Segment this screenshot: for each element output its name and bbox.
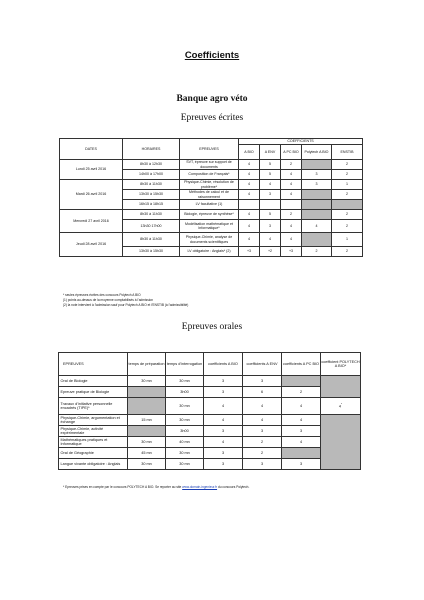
prep-cell: 15 mn	[128, 415, 166, 426]
header-epreuves: EPREUVES	[180, 139, 239, 160]
written-exams-table	[59, 138, 363, 257]
coef-cell-empty	[321, 376, 361, 398]
footnote-marker: *	[341, 402, 343, 406]
coef-cell: +3	[281, 247, 302, 257]
coef-cell: 3	[204, 459, 243, 470]
interro-cell: 30 mn	[166, 459, 204, 470]
prep-cell: 30 mn	[128, 376, 166, 387]
date-cell: Jeudi 28 avril 2016	[60, 233, 123, 257]
coef-cell: 4	[282, 437, 321, 448]
header-epreuves: EPREUVES	[59, 353, 128, 376]
coef-cell: 4	[239, 170, 260, 180]
interro-cell: 3h00	[166, 426, 204, 437]
horaire-cell: 8h30 à 11h30	[123, 233, 180, 247]
header-dates: DATES	[60, 139, 123, 160]
table-row	[59, 426, 361, 437]
oral-exams-table	[58, 352, 361, 470]
coef-cell: 3	[204, 387, 243, 398]
epreuve-cell: Physique-Chimie, activité expérimentale	[59, 426, 128, 437]
coef-cell: 4	[239, 210, 260, 220]
date-cell: Mercredi 27 avril 2016	[60, 210, 123, 233]
coef-cell-empty	[321, 415, 361, 470]
header-horaires: HORAIRES	[123, 139, 180, 160]
header-polytech: Polytech A BIO	[302, 145, 332, 160]
coef-cell-empty	[302, 210, 332, 220]
table-row	[59, 437, 361, 448]
coef-cell-empty	[282, 376, 321, 387]
coef-cell: 4	[243, 398, 282, 415]
table-row	[60, 180, 363, 190]
coef-cell: 3	[282, 426, 321, 437]
header-enstib: ENSTIB	[332, 145, 363, 160]
coef-cell	[281, 200, 302, 210]
epreuve-cell: SVT, épreuve sur support de documents	[180, 160, 239, 170]
coef-cell: 4	[282, 398, 321, 415]
epreuve-cell: Physique-Chimie, résolution de problème*	[180, 180, 239, 190]
coef-cell: 2	[332, 210, 363, 220]
table-row	[59, 459, 361, 470]
header-a-env: A ENV	[260, 145, 281, 160]
coef-cell: 1	[332, 180, 363, 190]
coef-cell-empty	[302, 233, 332, 247]
interro-cell: 30 mn	[166, 398, 204, 415]
coef-cell: 4	[239, 220, 260, 233]
prep-cell: 45 mn	[128, 448, 166, 459]
prep-cell-empty	[128, 398, 166, 415]
epreuve-cell: LV facultative (1)	[180, 200, 239, 210]
horaire-cell: 14h00 à 17h00	[123, 170, 180, 180]
footnote-link[interactable]: www.domain-ingenieur.fr	[182, 485, 218, 489]
coef-cell-empty	[332, 200, 363, 210]
footnote-text: * Epreuves prises en compte par le concours POLYTECH A BIO. Se reporter au site	[63, 485, 183, 489]
interro-cell: 30 mn	[166, 376, 204, 387]
header-a-bio: coefficients A BIO	[204, 353, 243, 376]
table-row	[60, 160, 363, 170]
coef-cell: 1	[332, 233, 363, 247]
coef-cell: 2	[332, 160, 363, 170]
header-interro: temps d'interrogation	[166, 353, 204, 376]
header-polytech: coefficient POLYTECH A BIO*	[321, 353, 361, 376]
coef-cell: 2	[281, 210, 302, 220]
epreuve-cell: LV obligatoire : Anglais* (2)	[180, 247, 239, 257]
coef-cell: 3	[243, 459, 282, 470]
coef-cell-empty	[302, 190, 332, 200]
coef-cell: 4	[204, 415, 243, 426]
coef-cell: 4	[281, 180, 302, 190]
page-title: Coefficients	[184, 50, 240, 61]
header-a-env: coefficients A ENV	[243, 353, 282, 376]
prep-cell: 30 mn	[128, 459, 166, 470]
coef-cell: 4	[239, 190, 260, 200]
table-row	[59, 376, 361, 387]
coef-cell: 4	[281, 190, 302, 200]
coef-cell-empty	[302, 160, 332, 170]
coef-cell	[260, 200, 281, 210]
coef-cell: 3	[243, 376, 282, 387]
epreuve-cell: Physique-Chimie, argumentation et échange	[59, 415, 128, 426]
coef-cell: 5	[260, 210, 281, 220]
coef-cell: 4	[243, 415, 282, 426]
coef-cell: 3	[260, 220, 281, 233]
coef-cell: +2	[260, 247, 281, 257]
table-row	[59, 415, 361, 426]
coef-cell: 4	[239, 233, 260, 247]
horaire-cell: 13h30 17h00	[123, 220, 180, 233]
coef-cell: 4	[239, 160, 260, 170]
horaire-cell: 13h30 à 15h30	[123, 190, 180, 200]
coef-cell: 3	[302, 180, 332, 190]
horaire-cell: 8h30 à 11h30	[123, 210, 180, 220]
coef-cell: 3	[243, 426, 282, 437]
header-coefficients: COEFFICIENTS	[239, 139, 363, 145]
prep-cell-empty	[128, 426, 166, 437]
section-title-ecrites: Epreuves écrites	[180, 113, 244, 123]
date-cell: Lundi 25 avril 2016	[60, 160, 123, 180]
coef-cell: 4	[302, 220, 332, 233]
coef-cell: 2	[302, 247, 332, 257]
coef-cell	[239, 200, 260, 210]
coef-cell: 2	[332, 170, 363, 180]
epreuve-cell: Modélisation mathématique et Informatique*	[180, 220, 239, 233]
written-exams-notes	[63, 293, 363, 307]
epreuve-cell: Composition de Français*	[180, 170, 239, 180]
coef-cell: 5	[260, 160, 281, 170]
coef-cell: 3	[302, 170, 332, 180]
note-line: * seules épreuves écrites des concours Polytech A BIO	[63, 293, 141, 297]
coef-cell: 2	[243, 437, 282, 448]
note-line: (2) la note intervient à l'admission sauf pour Polytech A BIO et l'ENSTIB (à l'admissibilité)	[63, 302, 189, 307]
footnote-end: du concours Polytech.	[217, 485, 250, 489]
coef-cell: 2	[282, 387, 321, 398]
epreuve-cell: Oral de Biologie	[59, 376, 128, 387]
coef-cell: 4	[204, 437, 243, 448]
table-row	[60, 210, 363, 220]
note-line: (1) points au-dessus de la moyenne comptabilisés à l'admission	[63, 297, 154, 302]
epreuve-cell: Langue vivante obligatoire : Anglais	[59, 459, 128, 470]
interro-cell: 3h00	[166, 387, 204, 398]
coef-cell: 2	[332, 247, 363, 257]
coef-cell: 4	[281, 233, 302, 247]
coef-cell	[321, 398, 361, 415]
prep-cell: 30 mn	[128, 437, 166, 448]
prep-cell-empty	[128, 387, 166, 398]
oral-exams-footnote	[63, 485, 363, 489]
horaire-cell: 13h30 à 15h30	[123, 247, 180, 257]
header-a-pc-bio: A PC BIO	[281, 145, 302, 160]
header-a-pc-bio: coefficients A PC BIO	[282, 353, 321, 376]
coef-cell: 4	[239, 180, 260, 190]
epreuve-cell: Physique-Chimie, analyse de documents scientifiques	[180, 233, 239, 247]
epreuve-cell: Oral de Géographie	[59, 448, 128, 459]
coef-cell: 3	[204, 426, 243, 437]
interro-cell: 30 mn	[166, 415, 204, 426]
coef-cell-empty	[302, 200, 332, 210]
table-row	[59, 398, 361, 415]
horaire-cell: 16h15 à 18h15	[123, 200, 180, 210]
header-a-bio: A BIO	[239, 145, 260, 160]
horaire-cell: 8h30 à 12h30	[123, 160, 180, 170]
header-prep: temps de préparation	[128, 353, 166, 376]
epreuve-cell: Méthodes de calcul et de raisonnement	[180, 190, 239, 200]
coef-cell: 4	[204, 398, 243, 415]
interro-cell: 30 mn	[166, 448, 204, 459]
table-row	[59, 448, 361, 459]
coef-value: 4	[338, 403, 342, 408]
coef-cell: 3	[204, 448, 243, 459]
epreuve-cell: Biologie, épreuve de synthèse*	[180, 210, 239, 220]
table-row	[60, 233, 363, 247]
epreuve-cell: Mathématiques pratiques et Informatique	[59, 437, 128, 448]
epreuve-cell: Travaux d'initiative personnelle encadrés (TIPE)*	[59, 398, 128, 415]
epreuve-cell: Epreuve pratique de Biologie	[59, 387, 128, 398]
coef-cell: 3	[204, 376, 243, 387]
coef-cell: 5	[260, 170, 281, 180]
table-row	[59, 387, 361, 398]
coef-cell: 2	[243, 448, 282, 459]
coef-cell: 4	[282, 415, 321, 426]
coef-cell: 2	[332, 190, 363, 200]
horaire-cell: 8h30 à 11h30	[123, 180, 180, 190]
coef-cell: 4	[281, 220, 302, 233]
interro-cell: 40 mn	[166, 437, 204, 448]
coef-cell: 3	[260, 190, 281, 200]
coef-cell: 3	[282, 459, 321, 470]
coef-cell-empty	[282, 448, 321, 459]
coef-cell: 4	[260, 233, 281, 247]
coef-cell: 2	[281, 160, 302, 170]
date-cell: Mardi 26 avril 2016	[60, 180, 123, 210]
section-title-orales: Epreuves orales	[181, 322, 243, 332]
coef-cell: 4	[260, 180, 281, 190]
coef-cell: 6	[243, 387, 282, 398]
coef-cell: 2	[332, 220, 363, 233]
coef-cell: +3	[239, 247, 260, 257]
coef-cell: 4	[281, 170, 302, 180]
page-subtitle: Banque agro véto	[176, 94, 248, 104]
